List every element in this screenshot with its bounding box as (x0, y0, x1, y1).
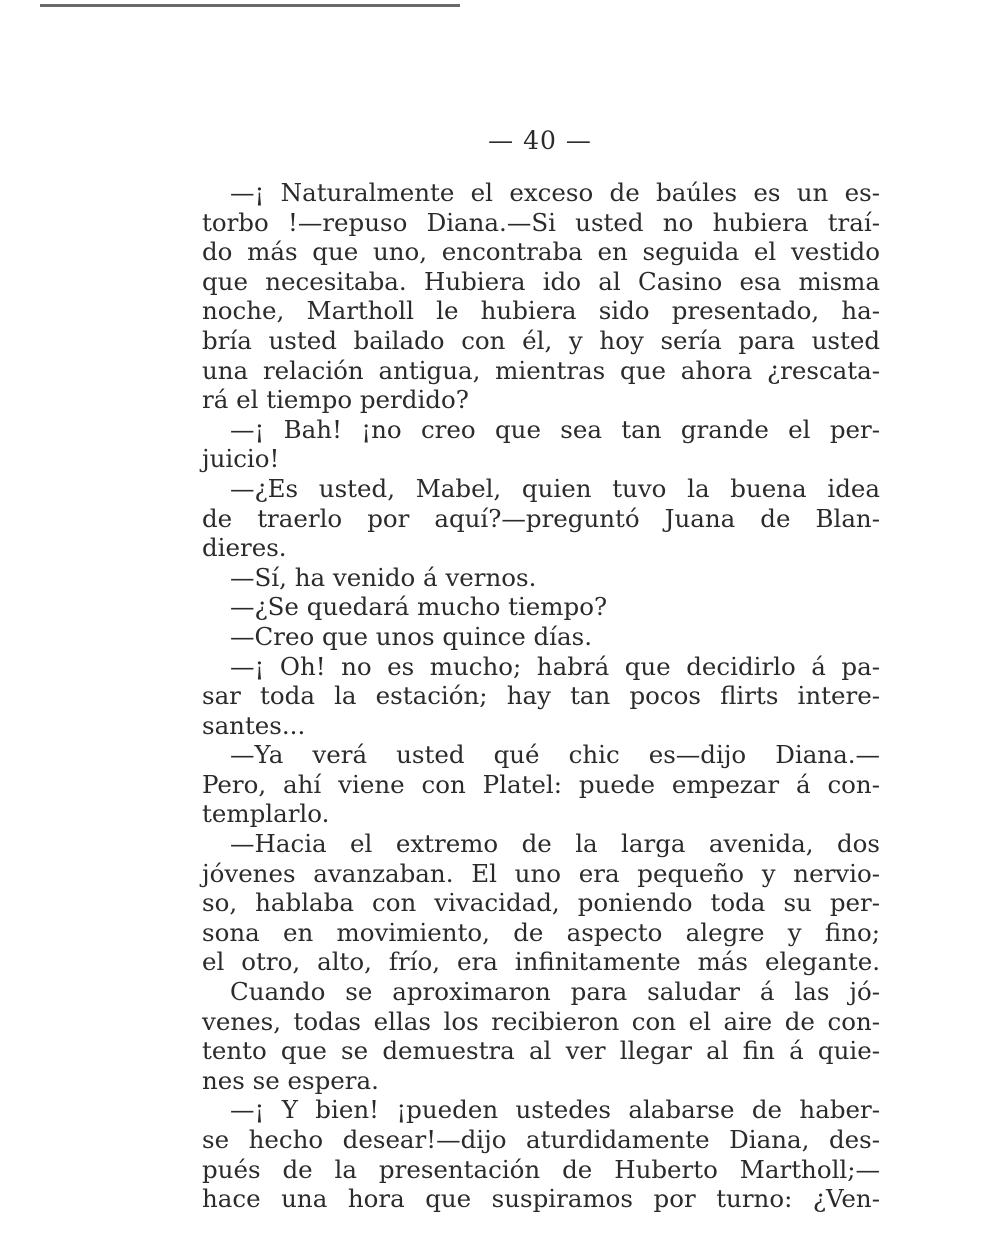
text-line: torbo !—repuso Diana.—Si usted no hubiera traí- (202, 207, 880, 237)
text-line: noche, Martholl le hubiera sido presentado, ha- (202, 296, 880, 326)
page-number: — 40 — (488, 126, 592, 155)
text-line: so, hablaba con vivacidad, poniendo toda su per- (202, 888, 880, 918)
text-line: —¡ Oh! no es mucho; habrá que decidirlo á pa- (230, 651, 880, 681)
text-line: rá el tiempo perdido? (202, 385, 469, 415)
text-line: —¡ Bah! ¡no creo que sea tan grande el per- (230, 414, 880, 444)
text-line: —¡ Naturalmente el exceso de baúles es un es- (230, 178, 880, 207)
text-line: tento que se demuestra al ver llegar al fin á quie- (202, 1036, 880, 1066)
text-line: —Hacia el extremo de la larga avenida, dos (230, 829, 880, 859)
text-line: —¿Se quedará mucho tiempo? (230, 592, 608, 622)
text-line: do más que uno, encontraba en seguida el vestido (202, 237, 880, 267)
text-line: sona en movimiento, de aspecto alegre y fino; (202, 917, 880, 947)
text-line: venes, todas ellas los recibieron con el aire de con- (202, 1006, 880, 1036)
text-line: templarlo. (202, 799, 330, 829)
text-line: juicio! (202, 444, 280, 474)
text-line: sar toda la estación; hay tan pocos flirts intere- (202, 681, 880, 711)
text-line: jóvenes avanzaban. El uno era pequeño y nervio- (202, 858, 880, 888)
text-line: una relación antigua, mientras que ahora ¿rescata- (202, 355, 880, 385)
body-text (202, 178, 880, 1214)
text-line: pués de la presentación de Huberto Martholl;— (202, 1154, 880, 1184)
text-line: dieres. (202, 533, 287, 563)
text-line: bría usted bailado con él, y hoy sería para usted (202, 325, 880, 355)
text-line: Pero, ahí viene con Platel: puede empezar á con- (202, 769, 880, 799)
text-line: santes... (202, 710, 306, 740)
top-rule (40, 4, 460, 7)
text-line: —Creo que unos quince días. (230, 621, 592, 651)
text-line: —Sí, ha venido á vernos. (230, 562, 537, 592)
text-line: que necesitaba. Hubiera ido al Casino esa misma (202, 266, 880, 296)
text-line: —Ya verá usted qué chic es—dijo Diana.— (230, 740, 880, 770)
text-line: se hecho desear!—dijo aturdidamente Diana, des- (202, 1125, 880, 1154)
text-line: —¿Es usted, Mabel, quien tuvo la buena idea (230, 473, 880, 503)
text-line: de traerlo por aquí?—preguntó Juana de Blan- (202, 503, 880, 533)
text-line: —¡ Y bien! ¡pueden ustedes alabarse de haber- (230, 1095, 880, 1125)
text-line: el otro, alto, frío, era infinitamente más elegante. (202, 947, 880, 977)
text-line: nes se espera. (202, 1065, 379, 1095)
text-line: Cuando se aproximaron para saludar á las jó- (230, 977, 880, 1007)
text-line: hace una hora que suspiramos por turno: ¿Ven- (202, 1184, 880, 1214)
